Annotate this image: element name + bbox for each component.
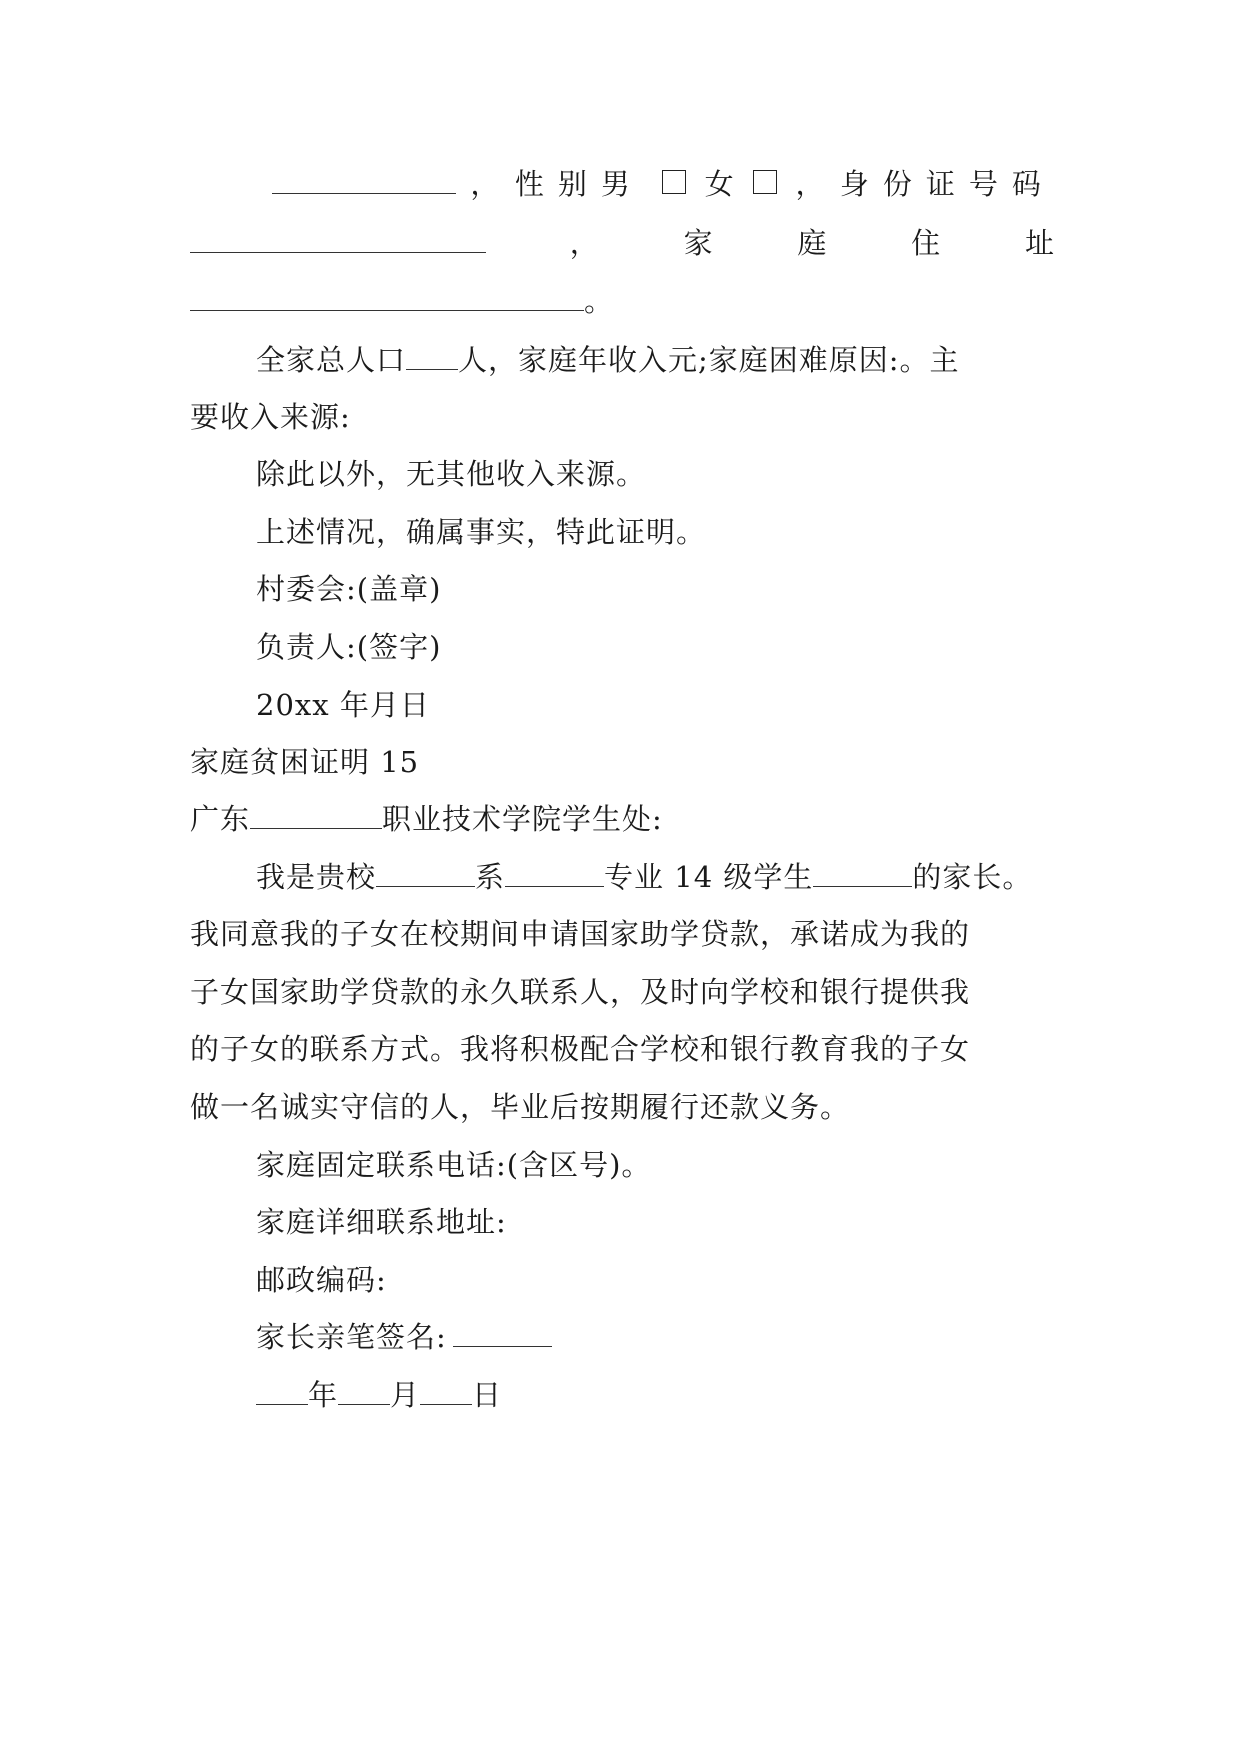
phone-line: 家庭固定联系电话:(含区号)。 — [256, 1148, 652, 1182]
no-other-income-line: 除此以外，无其他收入来源。 — [256, 457, 647, 491]
name-blank — [272, 165, 456, 194]
date-line: 20xx 年月日 — [256, 688, 430, 722]
college-name-blank — [250, 800, 382, 829]
population-blank — [406, 341, 458, 370]
comma: ， — [569, 226, 600, 260]
year-blank — [256, 1376, 308, 1405]
signature-label: 家长亲笔签名: — [256, 1320, 447, 1354]
province-label: 广东 — [190, 802, 251, 836]
address-blank — [190, 282, 584, 311]
family-info-line — [256, 338, 1055, 382]
period: 。 — [584, 284, 615, 318]
student-name-blank — [813, 858, 912, 887]
responsible-person-line: 负责人:(签字) — [256, 630, 442, 664]
id-number-blank — [190, 224, 486, 253]
address-blank-line — [190, 279, 1055, 323]
recipient-line — [190, 797, 1055, 841]
male-checkbox-icon — [662, 170, 686, 194]
year-label: 年 — [308, 1378, 339, 1412]
parent-label: 的家长。 — [912, 860, 1033, 894]
postal-code-line: 邮政编码: — [256, 1263, 387, 1297]
income-text: 人，家庭年收入元;家庭困难原因:。主 — [458, 343, 960, 377]
signature-line — [256, 1315, 1055, 1359]
address-label-char: 庭 — [797, 226, 828, 260]
parent-intro-line — [256, 855, 1076, 899]
certification-line: 上述情况，确属事实，特此证明。 — [256, 515, 707, 549]
signature-date-line — [256, 1373, 1055, 1417]
department-label: 系 — [475, 860, 506, 894]
month-blank — [338, 1376, 390, 1405]
comma: ， — [795, 167, 826, 201]
female-label: 女 — [704, 167, 735, 201]
consent-paragraph-line: 我同意我的子女在校期间申请国家助学贷款，承诺成为我的 — [190, 917, 971, 951]
comma: ， — [470, 167, 501, 201]
id-number-label: 身份证号码 — [839, 167, 1055, 201]
day-blank — [420, 1376, 472, 1405]
female-checkbox-icon — [753, 170, 777, 194]
month-label: 月 — [390, 1378, 421, 1412]
contact-address-line: 家庭详细联系地址: — [256, 1205, 507, 1239]
address-label-char: 家 — [683, 226, 714, 260]
day-label: 日 — [472, 1378, 503, 1412]
major-blank — [505, 858, 604, 887]
department-blank — [376, 858, 475, 887]
signature-blank — [453, 1318, 552, 1347]
consent-paragraph-line: 的子女的联系方式。我将积极配合学校和银行教育我的子女 — [190, 1032, 971, 1066]
income-source-line: 要收入来源: — [190, 400, 351, 434]
major-label: 专业 14 级学生 — [604, 860, 814, 894]
gender-label: 性别男 — [514, 167, 644, 201]
identity-line — [272, 162, 1055, 206]
intro-text: 我是贵校 — [256, 860, 377, 894]
consent-paragraph-line: 做一名诚实守信的人，毕业后按期履行还款义务。 — [190, 1090, 851, 1124]
consent-paragraph-line: 子女国家助学贷款的永久联系人，及时向学校和银行提供我 — [190, 975, 971, 1009]
section-title: 家庭贫困证明 15 — [190, 745, 420, 779]
village-committee-line: 村委会:(盖章) — [256, 572, 442, 606]
address-label-char: 址 — [1024, 226, 1055, 260]
address-line — [190, 221, 1055, 265]
recipient-label: 职业技术学院学生处: — [382, 802, 663, 836]
population-label: 全家总人口 — [256, 343, 407, 377]
address-label-char: 住 — [911, 226, 942, 260]
